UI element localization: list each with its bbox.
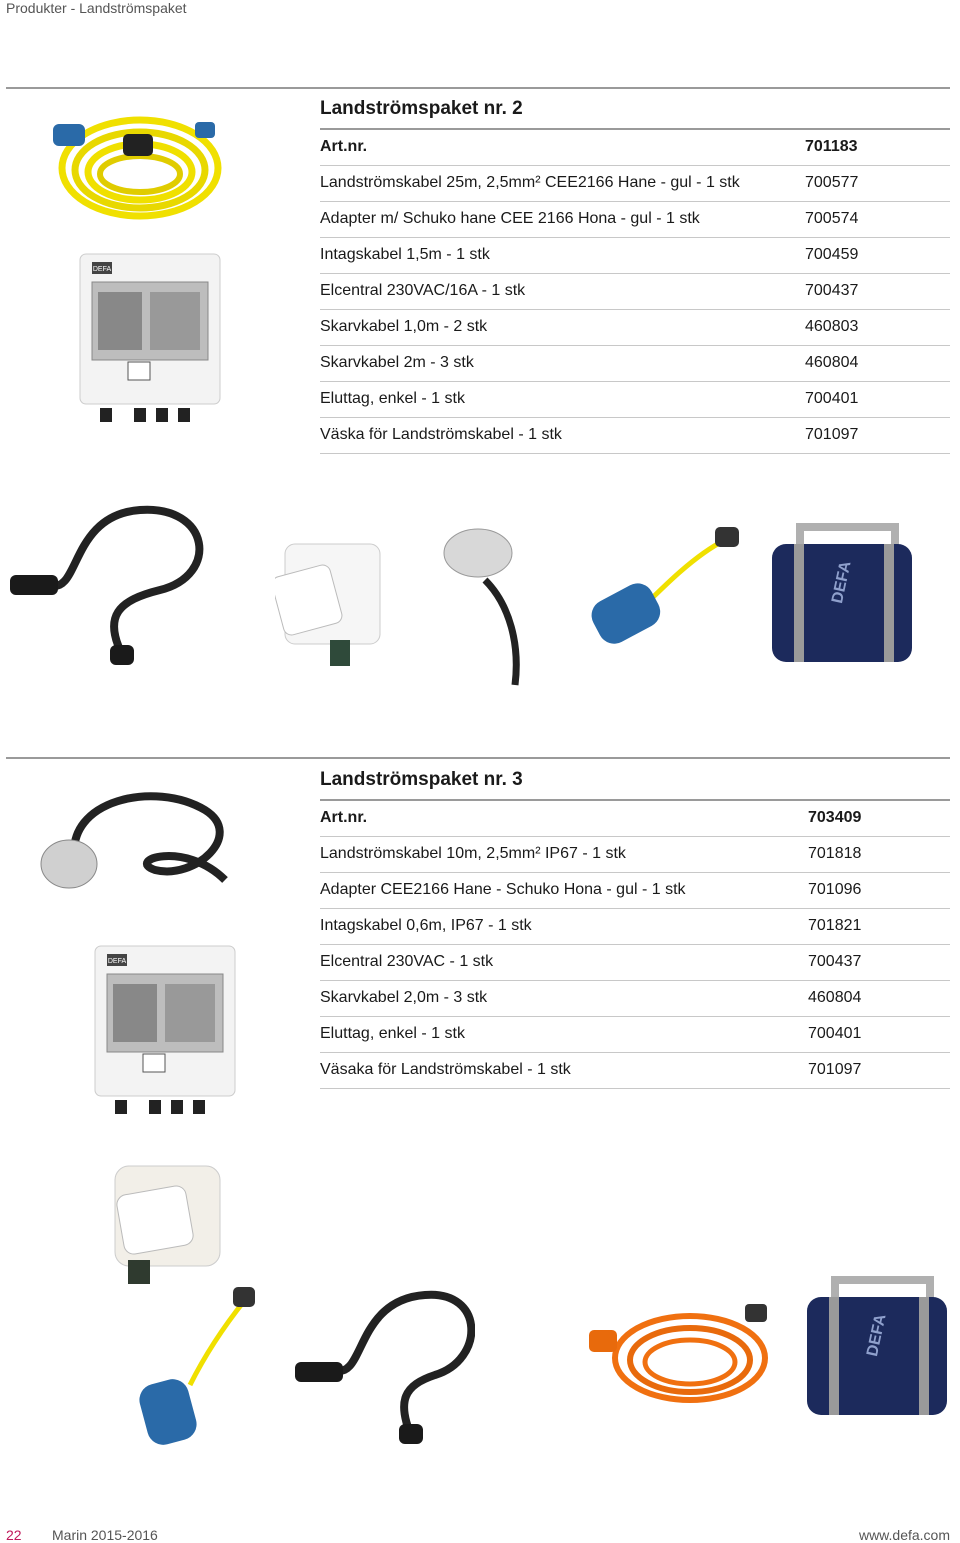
item-description: Landströmskabel 10m, 2,5mm² IP67 - 1 stk xyxy=(320,845,626,862)
panel-logo: DEFA xyxy=(107,958,127,965)
item-number: 701821 xyxy=(808,917,862,934)
table-row xyxy=(320,238,950,274)
storage-bag-image xyxy=(805,1275,950,1420)
table-row xyxy=(320,310,950,346)
item-description: Adapter m/ Schuko hane CEE 2166 Hona - gul - 1 stk xyxy=(320,210,700,227)
item-description: Eluttag, enkel - 1 stk xyxy=(320,1025,465,1042)
table-row xyxy=(320,981,950,1017)
item-number: 700574 xyxy=(805,210,859,227)
package2-table xyxy=(320,128,950,454)
item-description: Skarvkabel 1,0m - 2 stk xyxy=(320,318,488,335)
table-header xyxy=(320,130,950,166)
adapter-cable-image xyxy=(135,1285,265,1450)
table-row xyxy=(320,873,950,909)
section-divider xyxy=(6,87,950,89)
website-link[interactable]: www.defa.com xyxy=(858,1527,950,1543)
table-row xyxy=(320,418,950,454)
item-number: 460804 xyxy=(808,989,862,1006)
page-number: 22 xyxy=(6,1527,22,1543)
item-number: 700401 xyxy=(805,390,859,407)
section-divider xyxy=(6,757,950,759)
electrical-panel-image xyxy=(70,252,230,424)
item-description: Intagskabel 1,5m - 1 stk xyxy=(320,246,490,263)
table-row xyxy=(320,945,950,981)
panel-logo: DEFA xyxy=(92,266,112,273)
item-description: Väska för Landströmskabel - 1 stk xyxy=(320,426,562,443)
package3-title: Landströmspaket nr. 3 xyxy=(320,769,523,790)
item-number: 700437 xyxy=(805,282,859,299)
table-row xyxy=(320,202,950,238)
art-number: 703409 xyxy=(808,809,862,826)
socket-outlet-image xyxy=(100,1160,230,1290)
item-number: 460804 xyxy=(805,354,859,371)
table-row xyxy=(320,837,950,873)
storage-bag-image xyxy=(770,522,915,667)
item-number: 700459 xyxy=(805,246,859,263)
item-description: Adapter CEE2166 Hane - Schuko Hona - gul - 1 stk xyxy=(320,881,686,898)
item-description: Eluttag, enkel - 1 stk xyxy=(320,390,465,407)
table-header xyxy=(320,801,950,837)
item-description: Landströmskabel 25m, 2,5mm² CEE2166 Hane - gul - 1 stk xyxy=(320,174,740,191)
black-cable-inlet-image xyxy=(35,780,235,910)
yellow-cable-image xyxy=(45,108,225,228)
table-row xyxy=(320,1017,950,1053)
item-number: 701818 xyxy=(808,845,862,862)
item-number: 460803 xyxy=(805,318,859,335)
table-row xyxy=(320,1053,950,1089)
inlet-cable-image xyxy=(440,525,525,690)
bag-logo: DEFA xyxy=(829,559,855,605)
item-number: 700401 xyxy=(808,1025,862,1042)
orange-cable-image xyxy=(585,1290,775,1420)
art-number: 701183 xyxy=(805,138,858,155)
table-row xyxy=(320,274,950,310)
publication-name: Marin 2015-2016 xyxy=(52,1527,158,1543)
item-description: Elcentral 230VAC - 1 stk xyxy=(320,953,494,970)
socket-outlet-image xyxy=(275,540,385,670)
table-row xyxy=(320,909,950,945)
extension-cable-image xyxy=(10,505,220,675)
item-description: Elcentral 230VAC/16A - 1 stk xyxy=(320,282,526,299)
table-row xyxy=(320,346,950,382)
table-row xyxy=(320,166,950,202)
item-number: 701097 xyxy=(808,1061,862,1078)
table-row xyxy=(320,382,950,418)
item-description: Skarvkabel 2m - 3 stk xyxy=(320,354,474,371)
item-description: Intagskabel 0,6m, IP67 - 1 stk xyxy=(320,917,532,934)
breadcrumb: Produkter - Landströmspaket xyxy=(6,0,187,16)
package3-table xyxy=(320,799,950,1089)
item-description: Skarvkabel 2,0m - 3 stk xyxy=(320,989,488,1006)
art-label: Art.nr. xyxy=(320,809,368,826)
art-label: Art.nr. xyxy=(320,138,368,155)
item-number: 700577 xyxy=(805,174,859,191)
bag-logo: DEFA xyxy=(864,1312,890,1358)
adapter-cable-image xyxy=(585,525,745,655)
package2-title: Landströmspaket nr. 2 xyxy=(320,98,523,119)
item-number: 701097 xyxy=(805,426,859,443)
extension-cable-image xyxy=(295,1290,475,1450)
electrical-panel-image xyxy=(85,944,245,1116)
item-number: 700437 xyxy=(808,953,862,970)
item-number: 701096 xyxy=(808,881,862,898)
item-description: Väsaka för Landströmskabel - 1 stk xyxy=(320,1061,571,1078)
